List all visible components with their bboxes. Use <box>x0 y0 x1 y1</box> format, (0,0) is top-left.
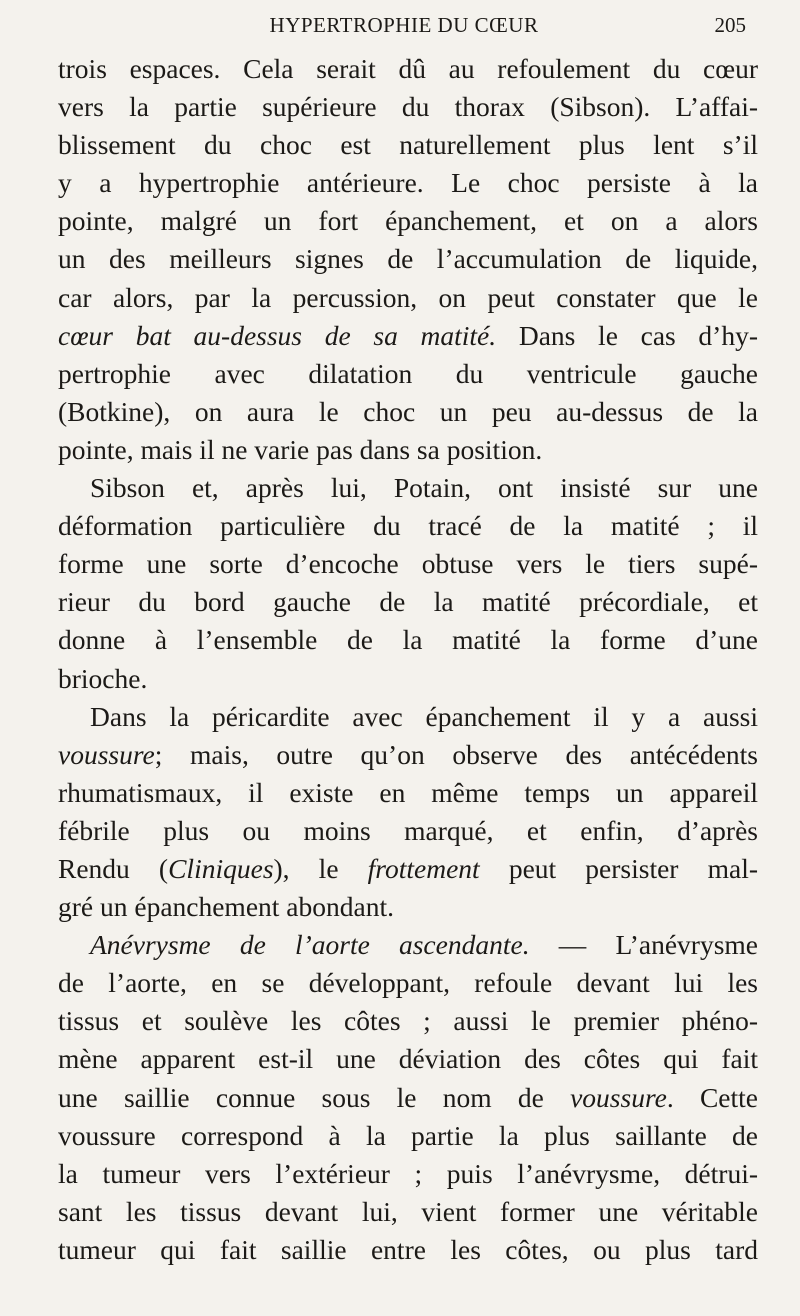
text-line <box>58 88 758 126</box>
text-segment: déformation particulière du tracé de la matité ; il <box>58 510 758 542</box>
text-line <box>58 850 758 888</box>
text-segment: (Botkine), on aura le choc un peu au-dessus de la <box>58 395 758 427</box>
text-line <box>58 621 758 659</box>
text-segment: ; mais, outre qu’on observe des antécédents <box>154 738 758 770</box>
italic-text: Anévrysme de l’aorte ascendante. <box>90 929 530 961</box>
text-segment: la tumeur vers l’extérieur ; puis l’anévrysme, détrui- <box>58 1157 758 1189</box>
text-segment: . Cette <box>666 1081 758 1113</box>
italic-text: voussure <box>58 738 155 770</box>
text-line <box>58 469 758 507</box>
text-segment: ), le <box>273 852 368 884</box>
text-segment: voussure correspond à la partie la plus saillante de <box>58 1119 758 1151</box>
text-segment: y a hypertrophie antérieure. Le choc persiste à la <box>58 167 758 199</box>
text-segment: Dans le cas d’hy- <box>496 319 758 351</box>
text-segment: pointe, malgré un fort épanchement, et on a alors <box>58 205 758 237</box>
text-line <box>58 1079 758 1117</box>
italic-text: voussure <box>570 1081 667 1113</box>
text-line <box>58 698 758 736</box>
text-line <box>58 660 758 698</box>
text-segment: pointe, mais il ne varie pas dans sa position. <box>58 433 543 465</box>
text-segment: rieur du bord gauche de la matité précordiale, et <box>58 586 758 618</box>
text-segment: rhumatismaux, il existe en même temps un appareil <box>58 776 758 808</box>
text-line <box>58 393 758 431</box>
text-line <box>58 964 758 1002</box>
text-line <box>58 888 758 926</box>
text-segment: gré un épanchement abondant. <box>58 891 394 923</box>
text-segment: mène apparent est-il une déviation des côtes qui fait <box>58 1043 758 1075</box>
text-line <box>58 812 758 850</box>
running-head <box>0 10 800 40</box>
body-text <box>58 50 758 1269</box>
text-line <box>58 1117 758 1155</box>
text-line <box>58 431 758 469</box>
text-line <box>58 279 758 317</box>
text-segment: fébrile plus ou moins marqué, et enfin, d’après <box>58 814 758 846</box>
text-line <box>58 202 758 240</box>
text-segment: sant les tissus devant lui, vient former une véritable <box>58 1195 758 1227</box>
text-segment: forme une sorte d’encoche obtuse vers le tiers supé- <box>58 548 758 580</box>
text-line <box>58 317 758 355</box>
text-segment: un des meilleurs signes de l’accumulation de liquide, <box>58 243 758 275</box>
text-segment: tissus et soulève les côtes ; aussi le premier phéno- <box>58 1005 758 1037</box>
text-line <box>58 240 758 278</box>
text-line <box>58 355 758 393</box>
text-segment: brioche. <box>58 662 148 694</box>
text-line <box>58 1193 758 1231</box>
text-line <box>58 545 758 583</box>
text-segment: peut persister mal- <box>479 852 758 884</box>
text-line <box>58 1231 758 1269</box>
text-segment: trois espaces. Cela serait dû au refoulement du cœur <box>58 53 758 84</box>
text-segment: pertrophie avec dilatation du ventricule gauche <box>58 357 758 389</box>
page-number: 205 <box>714 13 746 37</box>
italic-text: frottement <box>367 852 480 884</box>
text-line <box>58 50 758 88</box>
text-segment: une saillie connue sous le nom de <box>58 1081 571 1113</box>
text-line <box>58 774 758 812</box>
text-segment: Dans la péricardite avec épanchement il y a aussi <box>90 700 758 732</box>
italic-text: cœur bat au-dessus de sa matité. <box>58 319 497 351</box>
running-title: HYPERTROPHIE DU CŒUR <box>269 13 539 37</box>
text-line <box>58 126 758 164</box>
text-segment: blissement du choc est naturellement plus lent s’il <box>58 129 758 161</box>
text-line <box>58 736 758 774</box>
text-segment: de l’aorte, en se développant, refoule devant lui les <box>58 967 758 999</box>
text-segment: — L’anévrysme <box>529 929 758 961</box>
text-segment: Sibson et, après lui, Potain, ont insisté sur une <box>90 472 758 504</box>
text-line <box>58 1040 758 1078</box>
text-line <box>58 1002 758 1040</box>
text-segment: tumeur qui fait saillie entre les côtes, ou plus tard <box>58 1233 758 1265</box>
text-line <box>58 583 758 621</box>
text-segment: donne à l’ensemble de la matité la forme d’une <box>58 624 758 656</box>
text-segment: Rendu ( <box>58 852 169 884</box>
text-line <box>58 1155 758 1193</box>
text-segment: vers la partie supérieure du thorax (Sibson). L’affai- <box>58 91 758 123</box>
italic-text: Cliniques <box>168 852 274 884</box>
text-line <box>58 507 758 545</box>
text-line <box>58 164 758 202</box>
text-segment: car alors, par la percussion, on peut constater que le <box>58 281 758 313</box>
text-line <box>58 926 758 964</box>
